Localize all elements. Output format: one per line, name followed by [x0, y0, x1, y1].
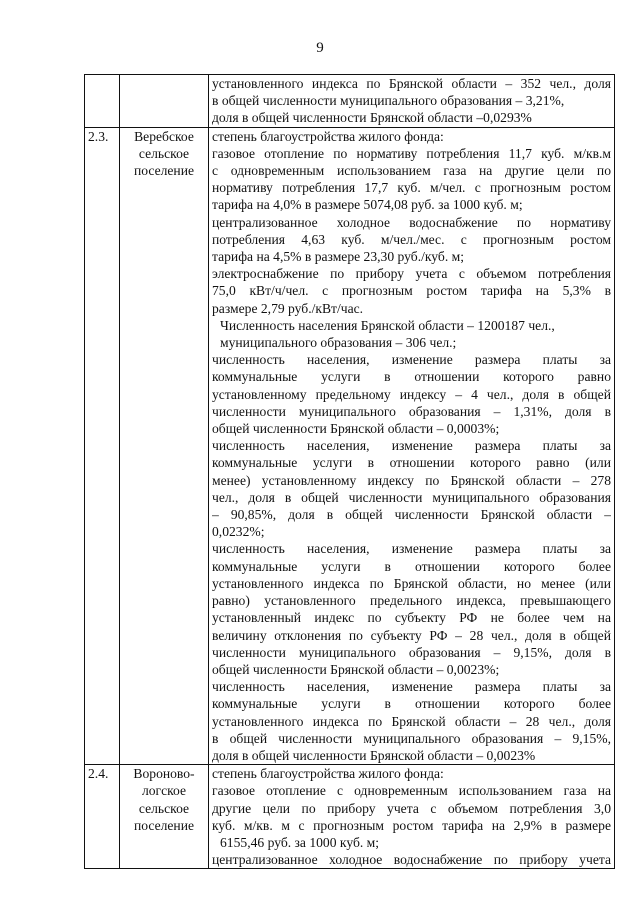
- row-number: 2.4.: [85, 765, 120, 869]
- text-line: численность населения, изменение размера платы за: [212, 438, 611, 454]
- text-line: установленного индекса по Брянской области, но менее (или: [212, 575, 611, 591]
- text-line: общей численности Брянской области – 0,0023%;: [212, 661, 500, 677]
- text-line: численности муниципального образования – 1,31%, доля в: [212, 403, 611, 419]
- table-row: [85, 75, 615, 128]
- text-line: степень благоустройства жилого фонда:: [212, 766, 444, 782]
- text-line: размере 2,79 руб./кВт/час.: [212, 300, 364, 316]
- text-line: газовое отопление с одновременным использованием газа на: [212, 783, 611, 799]
- text-line: другие цели по прибору учета с объемом потребления 3,0: [212, 800, 611, 816]
- description-cell: [209, 127, 615, 765]
- text-line: численности муниципального образования – 9,15%, доля в: [212, 644, 611, 660]
- text-line: численность населения, изменение размера платы за: [212, 352, 611, 368]
- description-cell: [209, 765, 615, 869]
- settlement-name: [120, 127, 209, 765]
- settlement-name: [120, 75, 209, 128]
- text-line: менее) установленному индексу по Брянской области – 278: [212, 472, 611, 488]
- settlement-name-line: поселение: [133, 817, 195, 833]
- text-line: – 90,85%, доля в общей численности Брянской области –: [212, 507, 611, 523]
- text-line: централизованное холодное водоснабжение по прибору учета: [212, 852, 611, 868]
- text-line: Численность населения Брянской области – 1200187 чел.,: [220, 317, 555, 333]
- text-line: коммунальные услуги в отношении которого равно (или: [212, 455, 611, 471]
- text-line: 75,0 кВт/ч/чел. с прогнозным ростом тарифа на 5,3% в: [212, 283, 611, 299]
- text-line: 6155,46 руб. за 1000 куб. м;: [220, 834, 380, 850]
- settlement-name-line: логское: [141, 783, 187, 799]
- text-line: с одновременным использованием газа на другие цели по: [212, 163, 611, 179]
- text-line: коммунальные услуги в отношении которого более: [212, 696, 611, 712]
- text-line: чел., доля в общей численности муниципального образования: [212, 489, 611, 505]
- text-line: электроснабжение по прибору учета с объемом потребления: [212, 266, 611, 282]
- text-line: тарифа на 4,5% в размере 23,30 руб./куб. м;: [212, 249, 464, 265]
- text-line: степень благоустройства жилого фонда:: [212, 128, 444, 144]
- settlement-name-line: Веребское: [134, 128, 194, 144]
- text-line: величину отклонения по субъекту РФ – 28 чел., доля в общей: [212, 627, 611, 643]
- row-number: [85, 75, 120, 128]
- text-line: централизованное холодное водоснабжение по нормативу: [212, 214, 611, 230]
- text-line: установленного индекса по Брянской области – 28 чел., доля: [212, 713, 611, 729]
- text-line: коммунальные услуги в отношении которого более: [212, 558, 611, 574]
- settlement-name-line: Вороново-: [133, 766, 195, 782]
- settlement-name: [120, 765, 209, 869]
- row-number: 2.3.: [85, 127, 120, 765]
- text-line: общей численности Брянской области – 0,0003%;: [212, 421, 500, 437]
- page-number: 9: [316, 40, 324, 56]
- data-table: [84, 74, 615, 869]
- text-line: установленного индекса по Брянской области – 352 чел., доля: [212, 76, 611, 91]
- description-cell: [209, 75, 615, 128]
- text-line: потребления 4,63 куб. м/чел./мес. с прогнозным ростом: [212, 231, 611, 247]
- text-line: численность населения, изменение размера платы за: [212, 679, 611, 695]
- text-line: газовое отопление по нормативу потребления 11,7 куб. м/кв.м: [212, 145, 611, 161]
- text-line: в общей численности муниципального образования – 3,21%,: [212, 93, 565, 109]
- text-line: куб. м/кв. м с прогнозным ростом тарифа на 2,9% в размере: [212, 817, 611, 833]
- text-line: 0,0232%;: [212, 524, 265, 540]
- text-line: установленный индекс по субъекту РФ не более чем на: [212, 610, 611, 626]
- settlement-name-line: сельское: [138, 145, 190, 161]
- table-row: [85, 127, 615, 765]
- text-line: установленному предельному индексу – 4 чел., доля в общей: [212, 386, 611, 402]
- text-line: доля в общей численности Брянской области – 0,0023%: [212, 747, 536, 763]
- text-line: муниципального образования – 306 чел.;: [220, 335, 457, 351]
- settlement-name-line: поселение: [133, 163, 195, 179]
- settlement-name-line: сельское: [138, 800, 190, 816]
- text-line: нормативу потребления 17,7 куб. м/чел. с прогнозным ростом: [212, 180, 611, 196]
- text-line: доля в общей численности Брянской области –0,0293%: [212, 110, 532, 126]
- text-line: коммунальные услуги в отношении которого равно: [212, 369, 611, 385]
- table-row: [85, 765, 615, 869]
- text-line: равно) установленного предельного индекса, превышающего: [212, 593, 611, 609]
- text-line: тарифа на 4,0% в размере 5074,08 руб. за 1000 куб. м;: [212, 197, 523, 213]
- text-line: численность населения, изменение размера платы за: [212, 541, 611, 557]
- text-line: в общей численности муниципального образования – 9,15%,: [212, 730, 611, 746]
